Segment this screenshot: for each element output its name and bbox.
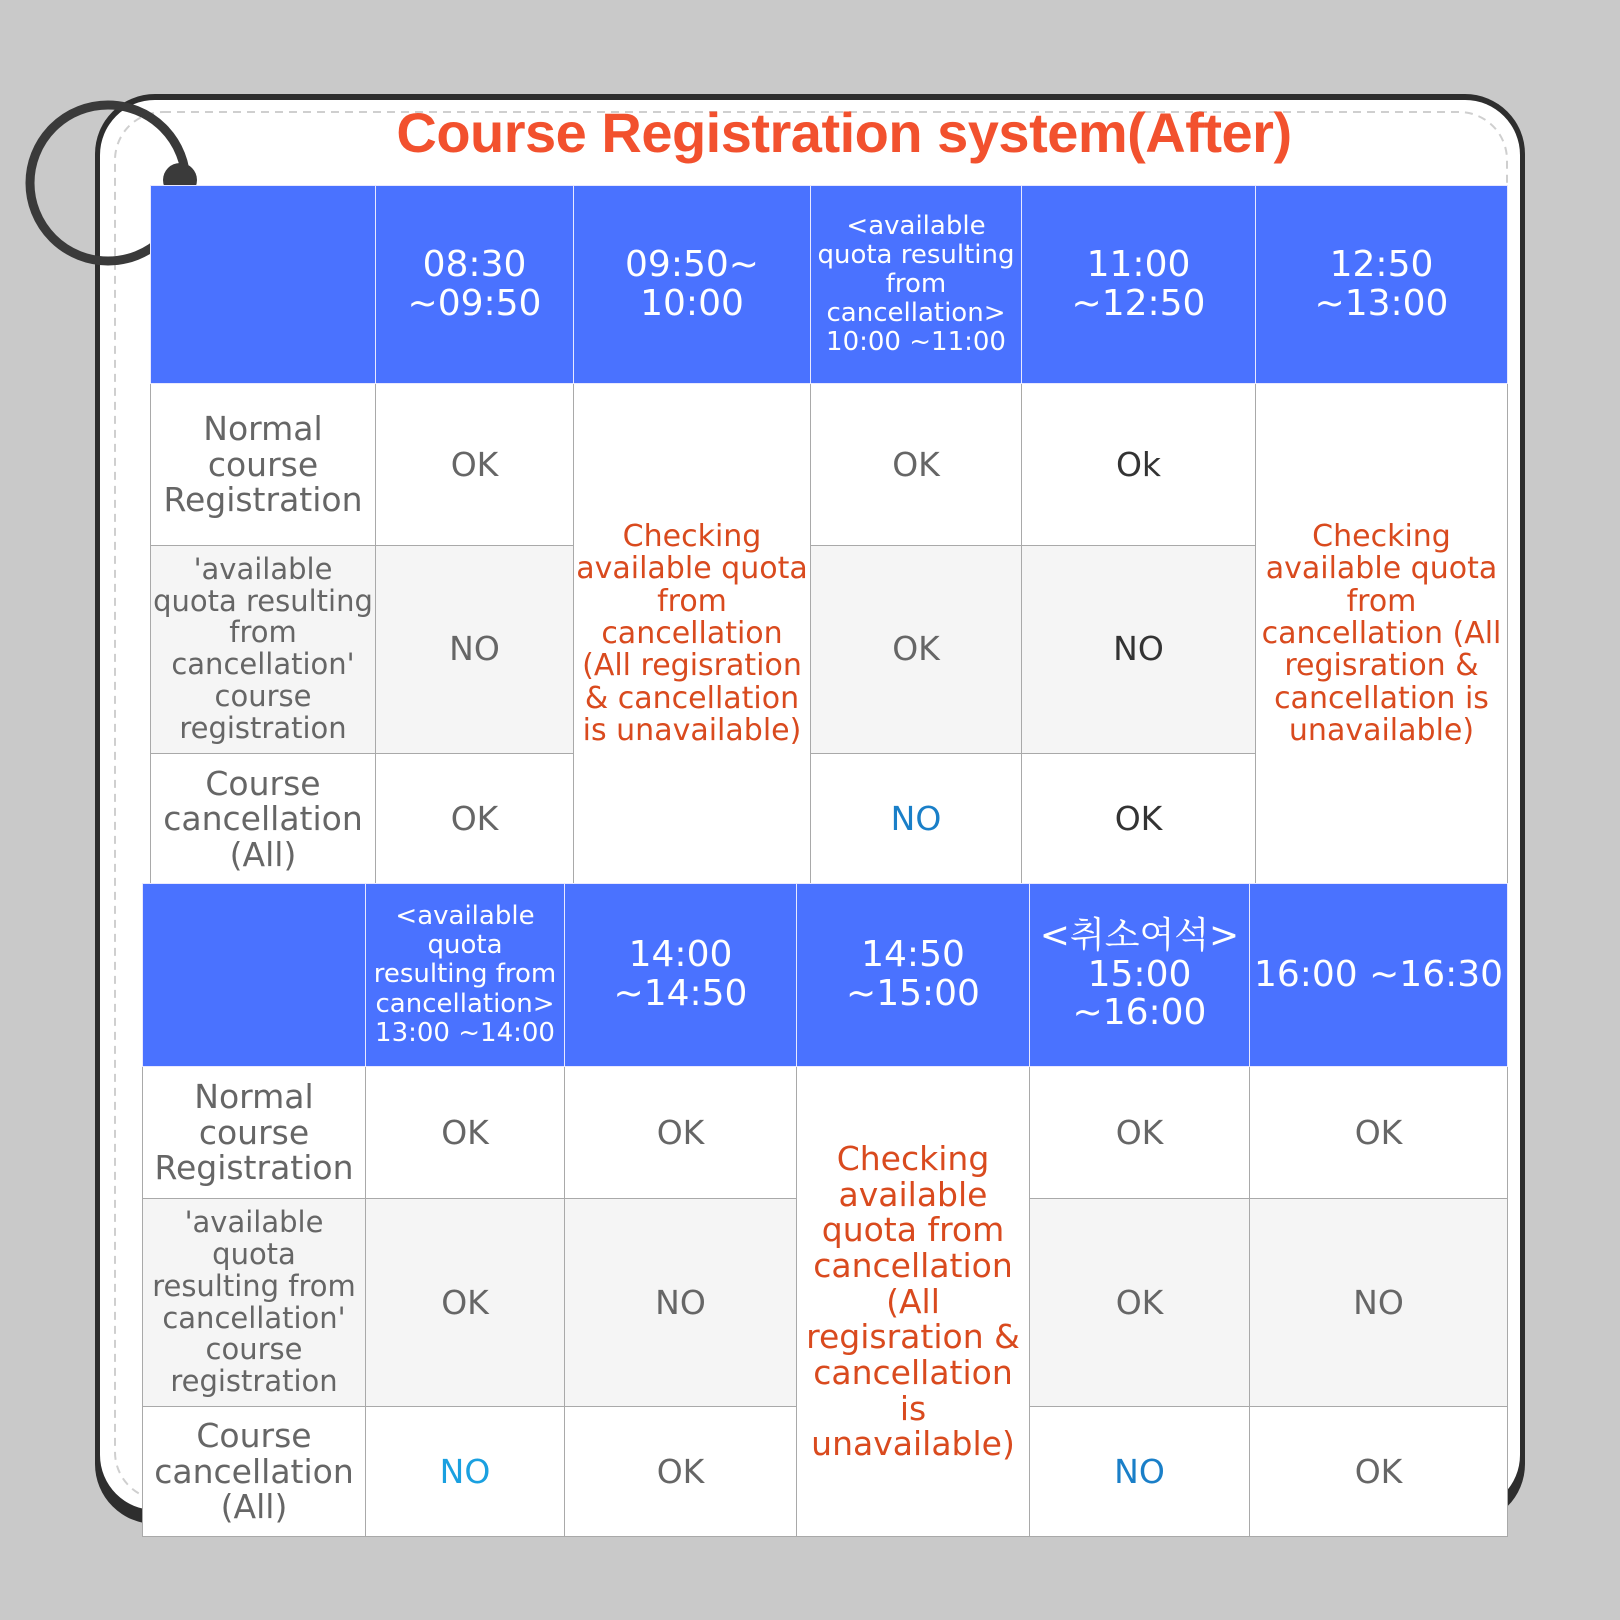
cell-value: OK: [1030, 1199, 1250, 1407]
cell-value: OK: [366, 1199, 565, 1407]
row-label-quota: 'available quota resulting from cancellation' course registration: [143, 1199, 366, 1407]
header-slot: 08:30 ~09:50: [376, 186, 574, 384]
cell-value: OK: [376, 754, 574, 885]
row-label-quota: 'available quota resulting from cancellation' course registration: [151, 545, 376, 753]
cell-value: OK: [811, 545, 1022, 753]
cell-value: NO: [565, 1199, 797, 1407]
cell-value: OK: [565, 1067, 797, 1199]
header-slot: 12:50 ~13:00: [1256, 186, 1508, 384]
header-slot: <취소여석> 15:00 ~16:00: [1030, 884, 1250, 1067]
cell-value: NO: [366, 1407, 565, 1537]
header-slot: <available quota resulting from cancellation> 10:00 ~11:00: [811, 186, 1022, 384]
row-label-normal: Normal course Registration: [151, 384, 376, 545]
cell-value: OK: [565, 1407, 797, 1537]
cell-value: Ok: [1022, 384, 1256, 545]
cell-value: NO: [1250, 1199, 1508, 1407]
cell-value: OK: [366, 1067, 565, 1199]
row-label-cancel: Course cancellation (All): [143, 1407, 366, 1537]
schedule-table-morning: [150, 185, 1508, 885]
header-slot: 16:00 ~16:30: [1250, 884, 1508, 1067]
schedule-table-afternoon: [142, 883, 1508, 1537]
cell-value: NO: [1022, 545, 1256, 753]
row-label-cancel: Course cancellation (All): [151, 754, 376, 885]
header-slot: 09:50~ 10:00: [574, 186, 811, 384]
header-corner: [151, 186, 376, 384]
cell-value: OK: [376, 384, 574, 545]
header-slot: 11:00 ~12:50: [1022, 186, 1256, 384]
cell-value: OK: [1022, 754, 1256, 885]
merged-note: Checking available quota from cancellation (All regisration & cancellation is unavailable): [574, 384, 811, 885]
header-slot: <available quota resulting from cancellation> 13:00 ~14:00: [366, 884, 565, 1067]
header-slot: 14:00 ~14:50: [565, 884, 797, 1067]
cell-value: NO: [376, 545, 574, 753]
cell-value: OK: [1250, 1067, 1508, 1199]
cell-value: OK: [1250, 1407, 1508, 1537]
cell-value: NO: [811, 754, 1022, 885]
page-title: Course Registration system(After): [396, 101, 1292, 164]
cell-value: OK: [1030, 1067, 1250, 1199]
merged-note: Checking available quota from cancellation (All regisration & cancellation is unavailable): [797, 1067, 1030, 1537]
row-label-normal: Normal course Registration: [143, 1067, 366, 1199]
header-corner: [143, 884, 366, 1067]
header-slot: 14:50 ~15:00: [797, 884, 1030, 1067]
cell-value: OK: [811, 384, 1022, 545]
merged-note: Checking available quota from cancellation (All regisration & cancellation is unavailable): [1256, 384, 1508, 885]
cell-value: NO: [1030, 1407, 1250, 1537]
